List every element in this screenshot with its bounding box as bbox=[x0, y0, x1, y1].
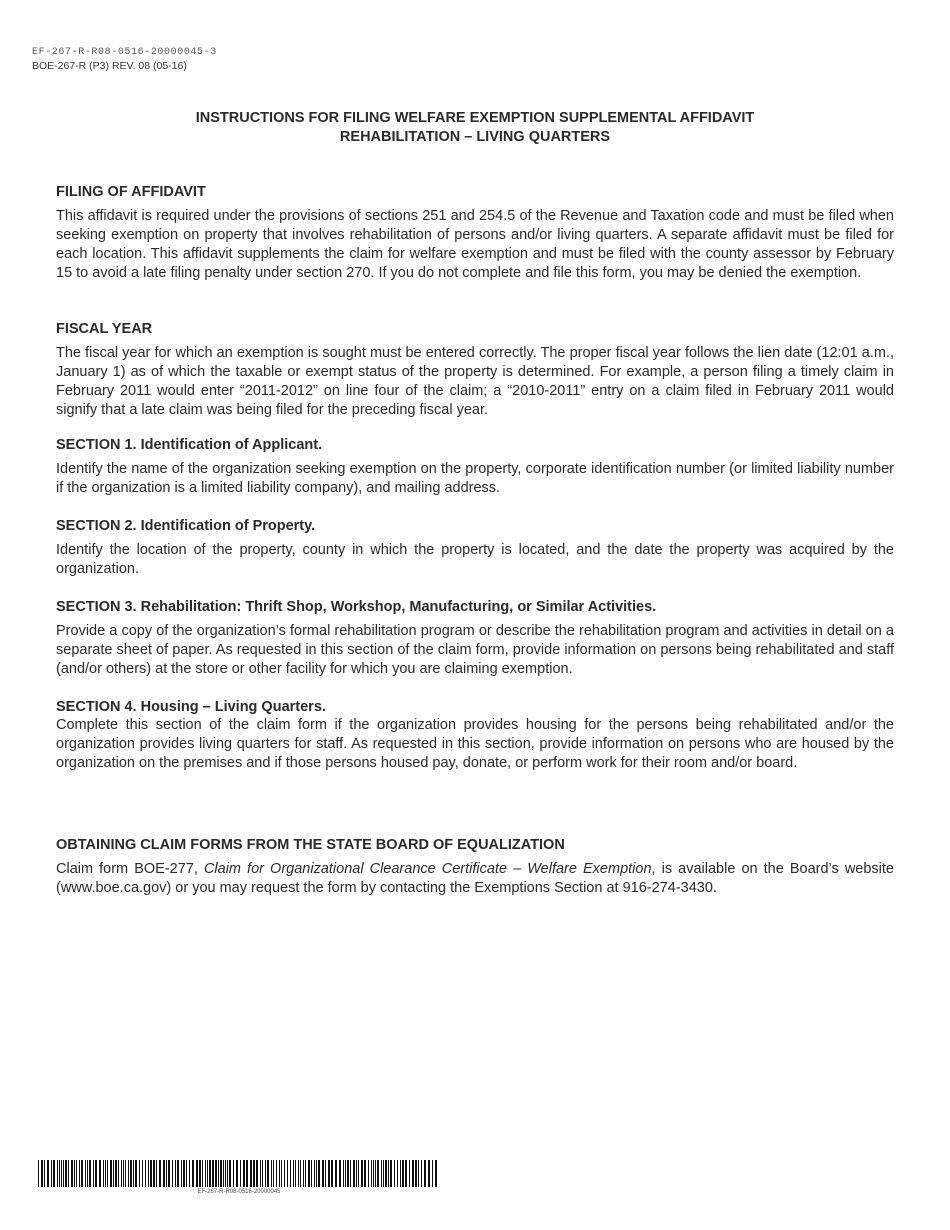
section-body: Provide a copy of the organization’s formal rehabilitation program or describe the rehabilitation program and activities in detail on a separate sheet of paper. As requested in this section of the claim form, provide information on persons being rehabilitated and staff (and/or others) at the store or other facility for which you are claiming exemption. bbox=[56, 623, 894, 677]
barcode-text: EF-267-R-R08-0516-20000045 bbox=[197, 1189, 281, 1195]
page-title: INSTRUCTIONS FOR FILING WELFARE EXEMPTION SUPPLEMENTAL AFFIDAVIT bbox=[195, 110, 755, 126]
claim-form-title: Claim for Organizational Clearance Certificate – Welfare Exemption bbox=[203, 861, 652, 877]
section-heading: SECTION 4. Housing – Living Quarters. bbox=[56, 699, 326, 715]
section-body: Complete this section of the claim form if the organization provides housing for the persons being rehabilitated and/or the organization provides living quarters for staff. As requested in this section, provide information on persons who are housed by the organization on the premises and if those persons housed pay, donate, or perform work for their room and/or board. bbox=[56, 717, 894, 771]
form-revision: BOE-267-R (P3) REV. 08 (05-16) bbox=[32, 60, 187, 72]
section-3 bbox=[56, 599, 894, 679]
section-body bbox=[56, 860, 894, 898]
section-4 bbox=[56, 699, 894, 773]
section-heading: SECTION 2. Identification of Property. bbox=[56, 518, 316, 534]
section-body: This affidavit is required under the provisions of sections 251 and 254.5 of the Revenue and Taxation code and must be filed when seeking exemption on property that involves rehabilitation of persons and/or living quarters. A separate affidavit must be filed for each location. This affidavit supplements the claim for welfare exemption and must be filed with the county assessor by February 15 to avoid a late filing penalty under section 270. If you do not complete and file this form, you may be denied the exemption. bbox=[56, 208, 894, 281]
section-fiscal-year bbox=[56, 321, 894, 420]
page-subtitle: REHABILITATION – LIVING QUARTERS bbox=[339, 129, 611, 145]
section-heading: FILING OF AFFIDAVIT bbox=[56, 184, 206, 200]
form-id-code: EF-267-R-R08-0516-20000045-3 bbox=[32, 47, 217, 58]
body-text: Claim form BOE-277, bbox=[56, 861, 204, 877]
section-obtaining-forms bbox=[56, 837, 894, 898]
barcode bbox=[38, 1160, 440, 1187]
section-1 bbox=[56, 437, 894, 498]
body-text: , is available on the Board’s website (www.boe.ca.gov) or you may request the form by contacting the Exemptions Section at 916-274-3430. bbox=[56, 861, 894, 896]
section-body: Identify the name of the organization seeking exemption on the property, corporate identification number (or limited liability number if the organization is a limited liability company), and mailing address. bbox=[56, 461, 894, 496]
section-heading: SECTION 3. Rehabilitation: Thrift Shop, Workshop, Manufacturing, or Similar Activities. bbox=[56, 599, 657, 615]
section-body: The fiscal year for which an exemption is sought must be entered correctly. The proper fiscal year follows the lien date (12:01 a.m., January 1) as of which the taxable or exempt status of the property is determined. For example, a person filing a timely claim in February 2011 would enter “2011-2012” on line four of the claim; a “2010-2011” entry on a claim filed in February 2011 would signify that a late claim was being filed for the preceding fiscal year. bbox=[56, 345, 894, 418]
section-2 bbox=[56, 518, 894, 579]
section-heading: FISCAL YEAR bbox=[56, 321, 153, 337]
section-heading: SECTION 1. Identification of Applicant. bbox=[56, 437, 323, 453]
section-filing bbox=[56, 184, 894, 283]
section-body: Identify the location of the property, county in which the property is located, and the date the property was acquired by the organization. bbox=[56, 542, 894, 577]
section-heading: OBTAINING CLAIM FORMS FROM THE STATE BOARD OF EQUALIZATION bbox=[56, 837, 565, 853]
